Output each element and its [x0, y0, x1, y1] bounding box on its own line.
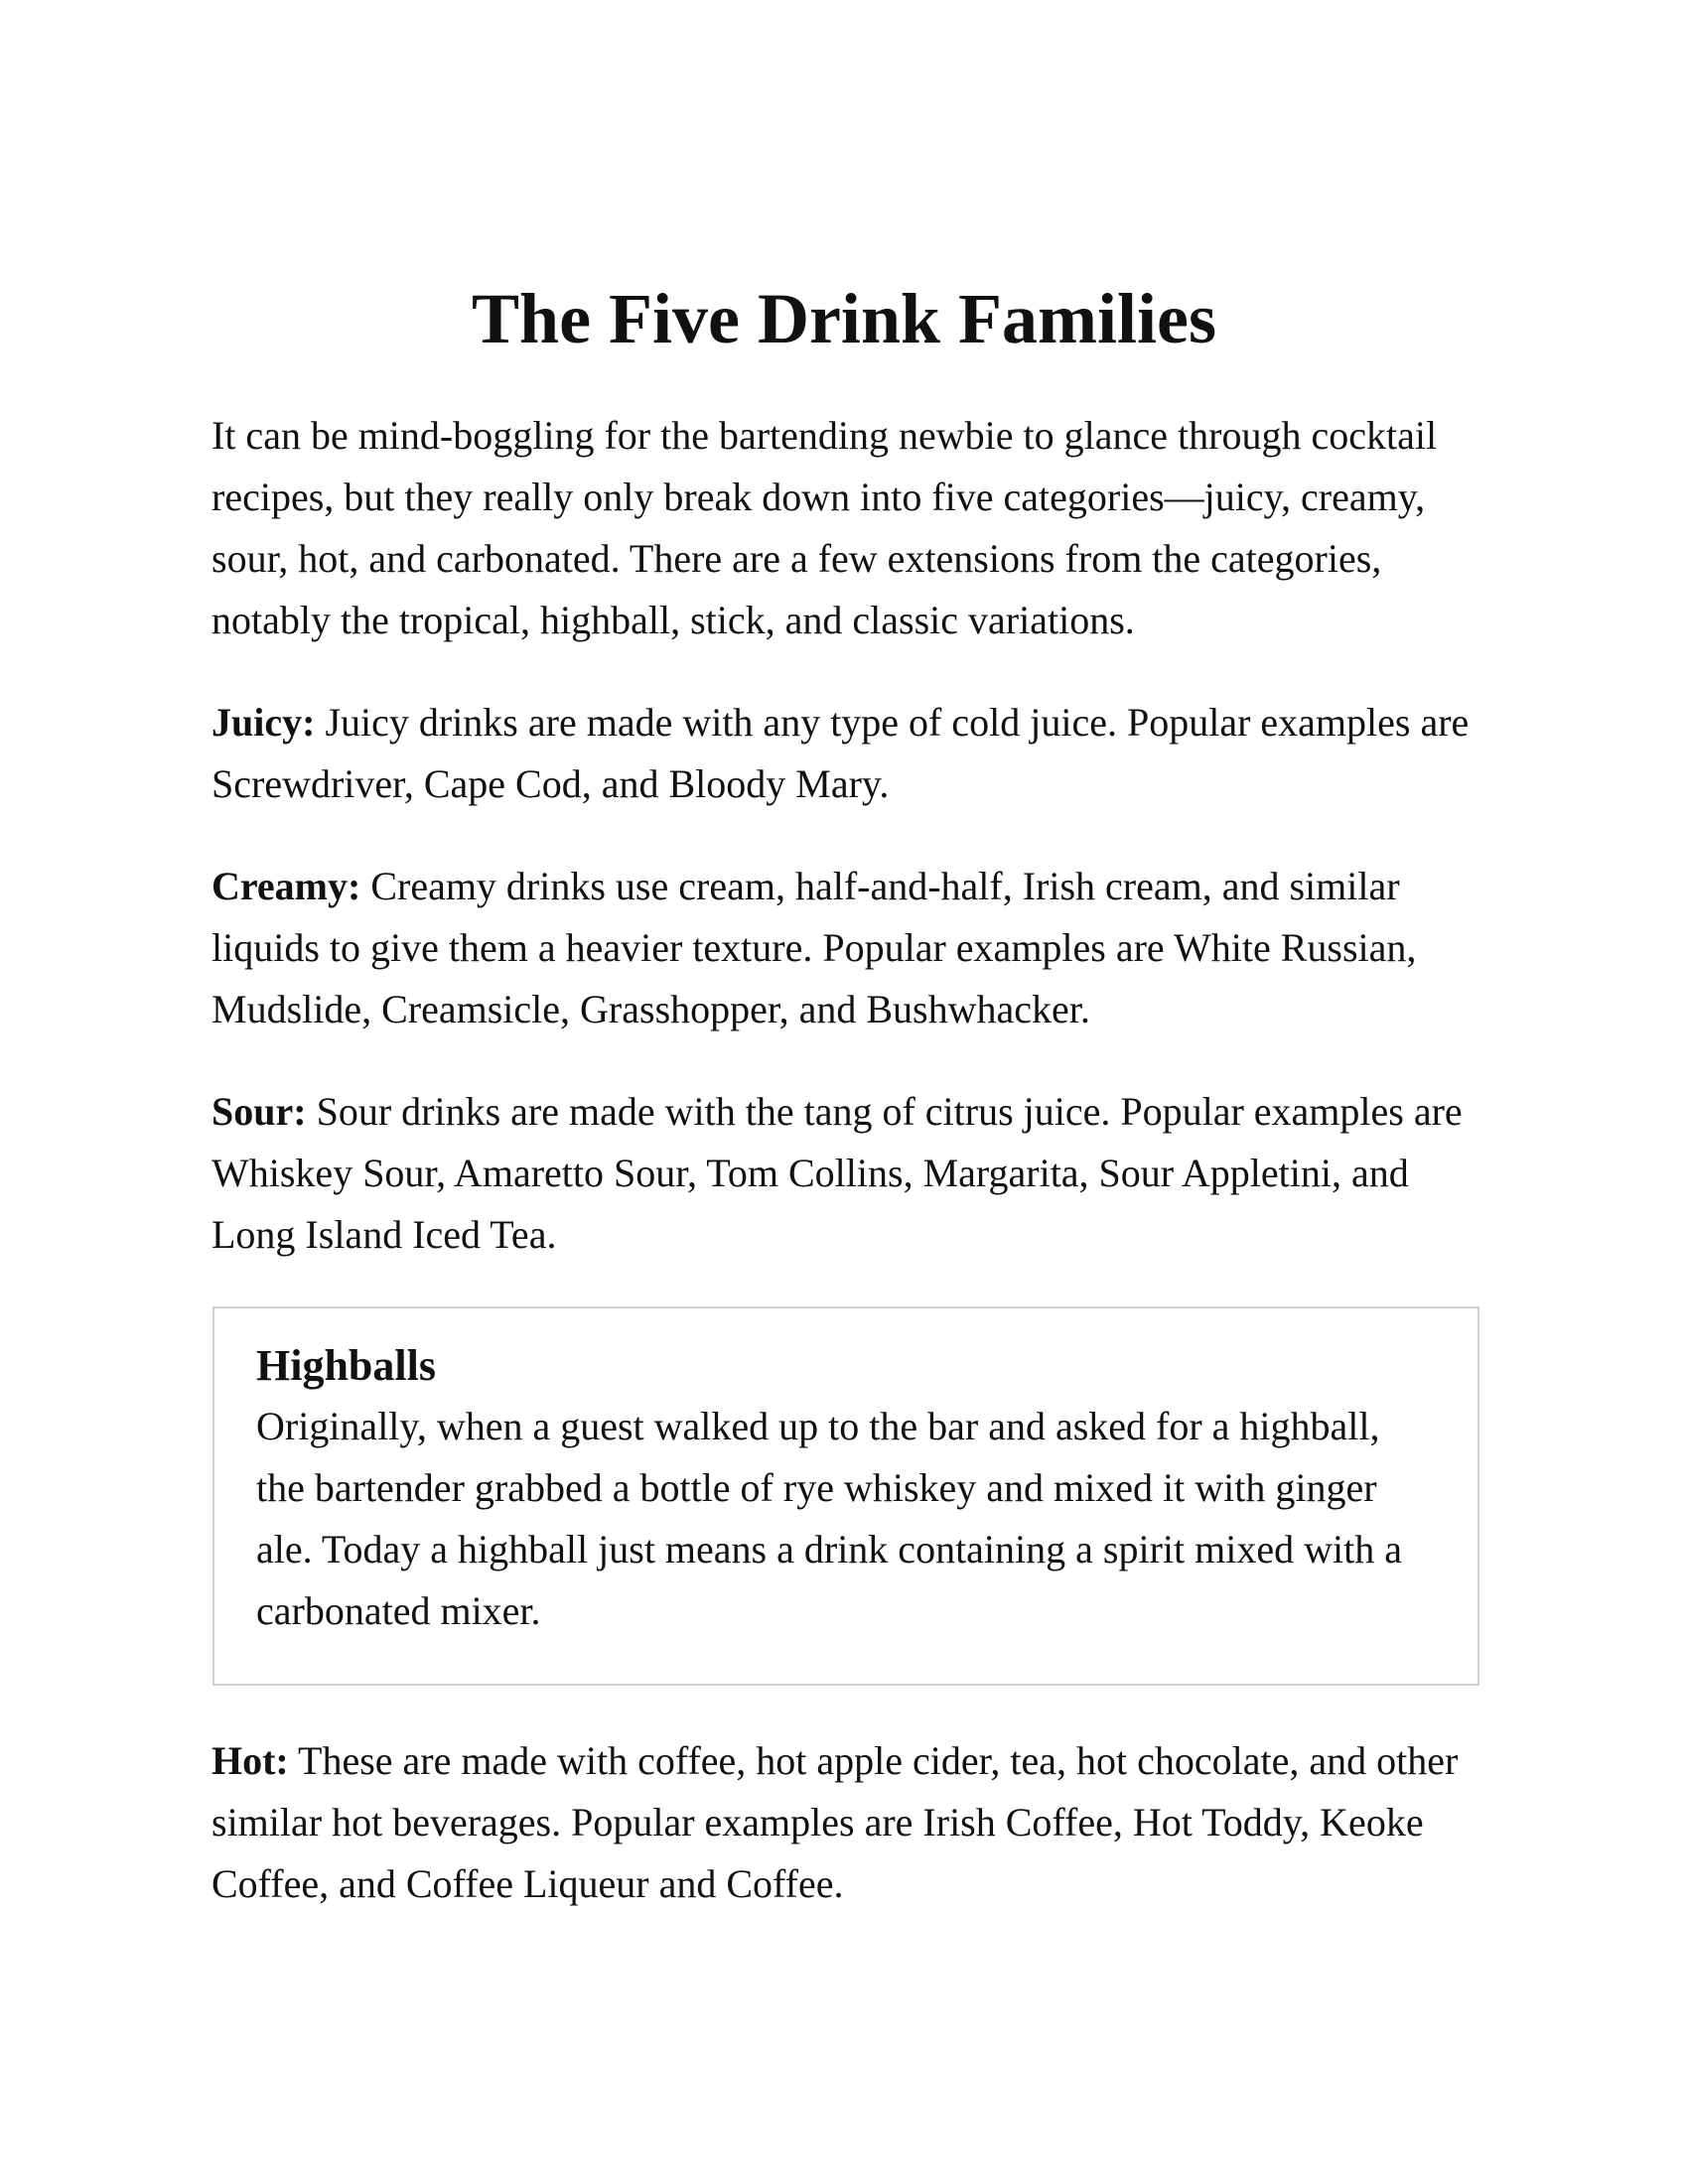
- highballs-sidebar: [212, 1306, 1479, 1686]
- hot-text: These are made with coffee, hot apple cider, tea, hot chocolate, and other similar hot beverages. Popular examples are Irish Coffee, Hot Toddy, Keoke Coffee, and Coffee Liqueur and Coffee.: [211, 1738, 1459, 1906]
- sidebar-text: Originally, when a guest walked up to the bar and asked for a highball, the bartender grabbed a bottle of rye whiskey and mixed it with ginger ale. Today a highball just means a drink containing a spirit mixed with a carbonated mixer.: [256, 1404, 1402, 1633]
- intro-paragraph: It can be mind-boggling for the bartending newbie to glance through cocktail recipes, but they really only break down into five categories—juicy, creamy, sour, hot, and carbonated. There are a few extensions from the categories, notably the tropical, highball, stick, and classic variations.: [211, 413, 1438, 642]
- juicy-label: Juicy:: [211, 700, 316, 745]
- sidebar-title: Highballs: [256, 1341, 436, 1390]
- page-content: [211, 405, 1482, 1956]
- creamy-paragraph: [211, 856, 1482, 1040]
- juicy-paragraph: [211, 692, 1482, 815]
- creamy-label: Creamy:: [211, 864, 361, 908]
- sour-text: Sour drinks are made with the tang of citrus juice. Popular examples are Whiskey Sour, Amaretto Sour, Tom Collins, Margarita, Sour Appletini, and Long Island Iced Tea.: [211, 1089, 1463, 1257]
- juicy-text: Juicy drinks are made with any type of cold juice. Popular examples are Screwdriver, Cape Cod, and Bloody Mary.: [211, 700, 1470, 806]
- sour-label: Sour:: [211, 1089, 307, 1134]
- page-title: The Five Drink Families: [472, 279, 1216, 358]
- sour-paragraph: [211, 1081, 1482, 1266]
- hot-paragraph: [211, 1730, 1482, 1915]
- hot-label: Hot:: [211, 1738, 289, 1783]
- creamy-text: Creamy drinks use cream, half-and-half, Irish cream, and similar liquids to give them a heavier texture. Popular examples are White Russian, Mudslide, Creamsicle, Grasshopper, and Bushwhacker.: [211, 864, 1417, 1031]
